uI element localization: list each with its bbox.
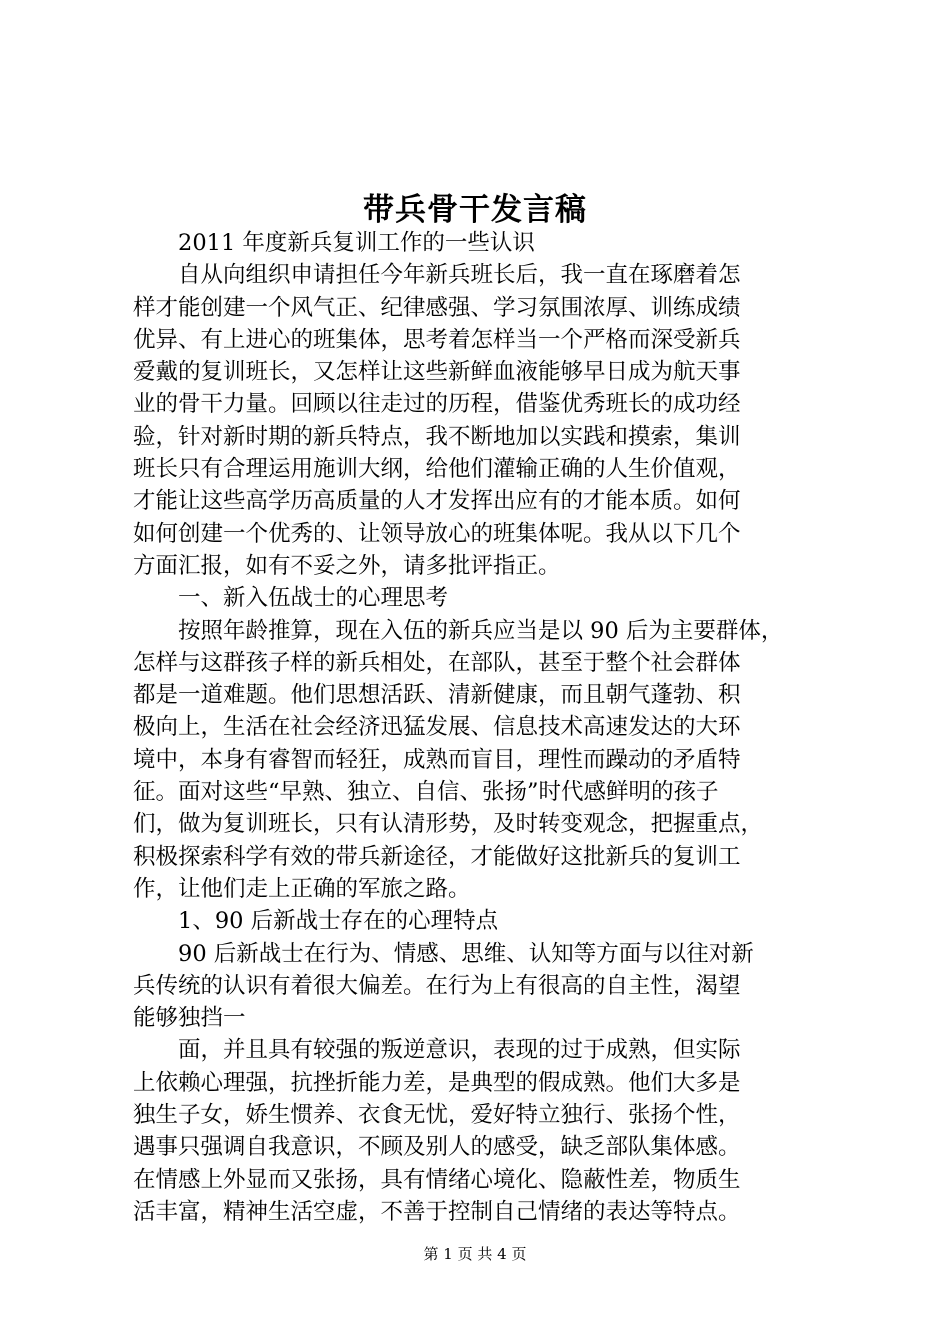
body-line: 遇事只强调自我意识，不顾及别人的感受，缺乏部队集体感。 [133,1134,741,1161]
document-body [133,227,833,1228]
body-line: 班长只有合理运用施训大纲，给他们灌输正确的人生价值观， [133,456,741,483]
body-line: 样才能创建一个风气正、纪律感强、学习氛围浓厚、训练成绩 [133,294,741,321]
body-line: 在情感上外显而又张扬，具有情绪心境化、隐蔽性差，物质生 [133,1166,741,1193]
body-line: 方面汇报，如有不妥之外，请多批评指正。 [133,552,561,579]
body-line: 都是一道难题。他们思想活跃、清新健康，而且朝气蓬勃、积 [133,682,741,709]
body-line: 们，做为复训班长，只有认清形势，及时转变观念，把握重点， [133,811,764,838]
body-line: 才能让这些高学历高质量的人才发挥出应有的才能本质。如何 [133,488,741,515]
body-line: 征。面对这些“早熟、独立、自信、张扬”时代感鲜明的孩子 [133,779,719,806]
body-line: 优异、有上进心的班集体，思考着怎样当一个严格而深受新兵 [133,326,741,353]
body-line: 活丰富，精神生活空虚，不善于控制自己情绪的表达等特点。 [133,1198,741,1225]
body-line: 极向上，生活在社会经济迅猛发展、信息技术高速发达的大环 [133,714,741,741]
document-title: 带兵骨干发言稿 [363,192,587,228]
body-line: 能够独挡一 [133,1005,246,1032]
body-line: 怎样与这群孩子样的新兵相处，在部队，甚至于整个社会群体 [133,649,741,676]
body-line: 兵传统的认识有着很大偏差。在行为上有很高的自主性，渴望 [133,972,741,999]
body-line: 1、90 后新战士存在的心理特点 [178,908,499,935]
body-line: 一、新入伍战士的心理思考 [178,585,449,612]
body-line: 作，让他们走上正确的军旅之路。 [133,875,471,902]
body-line: 90 后新战士在行为、情感、思维、认知等方面与以往对新 [178,940,754,967]
body-line: 自从向组织申请担任今年新兵班长后，我一直在琢磨着怎 [178,262,741,289]
body-line: 验，针对新时期的新兵特点，我不断地加以实践和摸索，集训 [133,423,741,450]
body-line: 独生子女，娇生惯养、衣食无忧，爱好特立独行、张扬个性， [133,1102,741,1129]
body-line: 业的骨干力量。回顾以往走过的历程，借鉴优秀班长的成功经 [133,391,741,418]
body-line: 境中，本身有睿智而轻狂，成熟而盲目，理性而躁动的矛盾特 [133,746,741,773]
body-line: 积极探索科学有效的带兵新途径，才能做好这批新兵的复训工 [133,843,741,870]
body-line: 2011 年度新兵复训工作的一些认识 [178,230,535,256]
body-line: 爱戴的复训班长，又怎样让这些新鲜血液能够早日成为航天事 [133,359,741,386]
body-line: 面，并且具有较强的叛逆意识，表现的过于成熟，但实际 [178,1037,741,1064]
body-line: 按照年龄推算，现在入伍的新兵应当是以 90 后为主要群体， [178,617,784,644]
body-line: 上依赖心理强，抗挫折能力差，是典型的假成熟。他们大多是 [133,1069,741,1096]
page-footer: 第 1 页 共 4 页 [423,1245,527,1263]
body-line: 如何创建一个优秀的、让领导放心的班集体呢。我从以下几个 [133,520,741,547]
